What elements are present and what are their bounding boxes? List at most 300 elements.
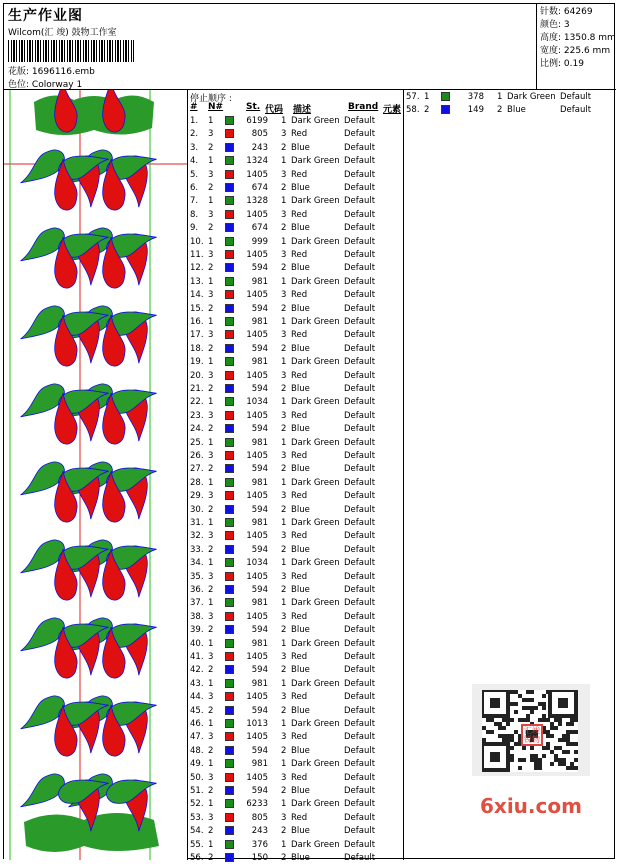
sequence-row [188,773,404,786]
row-stitches: 1034 [246,558,268,569]
sequence-row [188,464,404,477]
row-brand: Default [344,504,376,515]
qr-module [510,718,514,722]
row-needle: 3 [208,732,214,743]
row-needle: 2 [208,625,214,636]
row-description: Blue [291,585,310,595]
row-description: Blue [291,183,310,193]
row-index: 39. [190,625,204,636]
row-brand: Default [344,116,376,126]
qr-module [562,750,566,754]
row-stitches: 594 [251,504,268,515]
row-brand: Default [344,853,376,863]
row-stitches: 1405 [246,571,268,582]
design-file: 1696116.emb [31,67,95,77]
row-description: Red [291,330,308,341]
row-brand: Default [344,732,376,743]
qr-module [542,746,546,750]
row-stitches: 1405 [246,250,268,260]
row-brand: Default [344,183,376,193]
sequence-row [188,665,404,678]
color-swatch [225,129,234,138]
row-brand: Default [344,491,376,502]
color-swatch [225,237,234,246]
row-index: 47. [190,732,204,743]
row-description: Dark Green [507,92,556,102]
row-index: 34. [190,558,204,569]
row-stitches: 243 [251,826,268,837]
row-description: Dark Green [291,558,340,569]
row-brand: Default [344,652,376,662]
color-swatch [225,706,234,715]
row-stitches: 805 [251,129,268,140]
qr-module [514,742,518,746]
row-brand: Default [344,531,376,542]
row-description: Blue [291,853,310,863]
row-description: Blue [291,705,310,716]
row-stitches: 1034 [246,397,268,408]
color-swatch [225,518,234,527]
sequence-row [188,143,404,156]
row-needle: 1 [208,397,214,408]
row-index: 5. [190,169,199,180]
row-brand: Default [344,290,376,301]
row-index: 42. [190,665,204,676]
row-brand: Default [344,665,376,676]
row-index: 43. [190,678,204,689]
row-stitches: 1405 [246,772,268,783]
color-swatch [225,424,234,433]
row-code: 2 [281,183,287,193]
sheet-title: 生产作业图 [8,8,83,24]
qr-module [542,754,546,758]
row-code: 1 [281,317,287,327]
qr-module [530,690,534,694]
sequence-row [188,759,404,772]
row-stitches: 594 [251,745,268,756]
color-swatch [225,156,234,165]
row-brand: Default [344,812,376,823]
row-stitches: 1013 [246,719,268,729]
row-index: 29. [190,491,204,502]
row-stitches: 594 [251,786,268,796]
qr-module [510,690,514,694]
sequence-row [188,813,404,826]
row-brand: Default [344,156,376,167]
colors-label: 颜色 [540,20,559,30]
row-description: Dark Green [291,839,340,850]
sequence-row [188,732,404,745]
sequence-row [188,304,404,317]
qr-module [534,706,538,710]
row-stitches: 1405 [246,611,268,622]
row-needle: 3 [208,330,214,341]
color-swatch [225,840,234,849]
row-needle: 1 [208,598,214,609]
color-swatch [225,585,234,594]
qr-module [482,738,486,742]
row-code: 1 [281,236,287,247]
width-value: 225.6 mm [563,46,611,56]
row-needle: 3 [208,209,214,220]
row-description: Blue [291,786,310,796]
row-stitches: 1405 [246,692,268,703]
row-code: 3 [281,451,287,461]
row-code: 3 [281,772,287,783]
row-description: Red [291,410,308,421]
row-index: 53. [190,812,204,823]
color-swatch [225,277,234,286]
color-swatch [225,170,234,179]
sequence-heading: 停止顺序 : [190,94,232,104]
row-description: Blue [291,625,310,636]
row-stitches: 1405 [246,169,268,180]
row-stitches: 376 [251,839,268,850]
color-swatch [225,491,234,500]
row-code: 2 [281,705,287,716]
row-needle: 3 [208,250,214,260]
qr-module [534,762,538,766]
sequence-row [188,826,404,839]
row-needle: 2 [208,142,214,153]
row-stitches: 1405 [246,531,268,542]
row-needle: 2 [208,786,214,796]
qr-module [550,750,554,754]
row-index: 3. [190,142,199,153]
sheet-header [4,4,616,90]
row-brand: Default [344,236,376,247]
color-swatch [225,116,234,125]
row-description: Blue [291,142,310,153]
row-description: Red [291,692,308,703]
color-swatch [225,679,234,688]
row-stitches: 1405 [246,732,268,743]
row-code: 3 [281,491,287,502]
row-brand: Default [344,585,376,595]
qr-module [574,730,578,734]
row-code: 3 [281,290,287,301]
row-brand: Default [344,303,376,314]
row-needle: 1 [424,92,430,102]
sequence-row [188,853,404,866]
row-index: 32. [190,531,204,542]
qr-module [554,718,558,722]
row-description: Red [291,370,308,381]
color-swatch [225,625,234,634]
row-brand: Default [344,477,376,488]
qr-module [522,698,526,702]
row-needle: 2 [208,853,214,863]
row-needle: 1 [208,116,214,126]
row-code: 3 [281,330,287,341]
row-index: 46. [190,719,204,729]
row-stitches: 378 [467,92,484,102]
row-index: 17. [190,330,204,341]
row-code: 3 [281,611,287,622]
qr-module [562,738,566,742]
color-swatch [225,183,234,192]
color-swatch [225,612,234,621]
row-brand: Default [344,384,376,394]
color-swatch [225,438,234,447]
qr-module [502,718,506,722]
row-code: 2 [281,544,287,555]
row-brand: Default [344,263,376,274]
qr-module [490,718,494,722]
qr-module [566,738,570,742]
row-index: 1. [190,116,199,126]
qr-module [570,730,574,734]
design-stats: 针数: 64269 颜色: 3 高度: 1350.8 mm 宽度: 225.6 mm 比例: 0.19 [536,4,616,90]
qr-module [546,734,550,738]
row-brand: Default [344,196,376,207]
row-description: Blue [291,504,310,515]
row-stitches: 1405 [246,652,268,662]
sequence-row [188,491,404,504]
row-needle: 3 [208,370,214,381]
row-description: Dark Green [291,759,340,770]
row-needle: 1 [208,839,214,850]
row-brand: Default [344,276,376,287]
color-swatch [225,826,234,835]
row-needle: 1 [208,638,214,649]
row-index: 13. [190,276,204,287]
sequence-row [188,639,404,652]
row-code: 1 [497,92,503,102]
row-stitches: 594 [251,263,268,274]
row-description: Blue [291,745,310,756]
qr-module [510,754,514,758]
row-stitches: 1324 [246,156,268,167]
qr-module [514,730,518,734]
sequence-row [188,411,404,424]
color-swatch [225,263,234,272]
qr-module [538,766,542,770]
stop-sequence-table [188,90,404,863]
row-description: Dark Green [291,598,340,609]
row-brand: Default [344,826,376,837]
row-needle: 3 [208,772,214,783]
row-brand: Default [344,692,376,703]
row-stitches: 981 [251,437,268,448]
row-code: 1 [281,638,287,649]
row-stitches: 150 [251,853,268,863]
qr-module [514,702,518,706]
row-stitches: 1405 [246,410,268,421]
row-needle: 2 [208,464,214,475]
row-needle: 1 [208,719,214,729]
color-swatch [225,357,234,366]
qr-module [574,750,578,754]
row-brand: Default [344,330,376,341]
sequence-row [188,384,404,397]
row-stitches: 594 [251,705,268,716]
color-swatch [225,773,234,782]
qr-module [574,766,578,770]
row-index: 14. [190,290,204,301]
row-needle: 2 [208,544,214,555]
row-brand: Default [344,705,376,716]
color-swatch [441,92,450,101]
row-code: 2 [281,223,287,234]
qr-module [550,734,554,738]
row-index: 15. [190,303,204,314]
row-stitches: 981 [251,276,268,287]
row-code: 3 [281,169,287,180]
sequence-row [188,545,404,558]
color-swatch [225,371,234,380]
row-stitches: 1405 [246,491,268,502]
qr-module [562,758,566,762]
row-index: 28. [190,477,204,488]
row-needle: 2 [208,745,214,756]
row-index: 4. [190,156,199,167]
row-code: 3 [281,129,287,140]
qr-module [538,762,542,766]
qr-module [506,738,510,742]
qr-module [510,738,514,742]
row-brand: Default [344,518,376,528]
qr-module [502,734,506,738]
qr-module [506,718,510,722]
row-description: Red [291,732,308,743]
color-swatch [225,665,234,674]
color-swatch [441,105,450,114]
row-stitches: 981 [251,317,268,327]
row-stitches: 981 [251,598,268,609]
row-description: Blue [291,424,310,435]
col-header-st: St. [246,102,261,112]
row-code: 1 [281,116,287,126]
row-needle: 1 [208,678,214,689]
qr-module [566,734,570,738]
row-index: 22. [190,397,204,408]
row-description: Dark Green [291,518,340,528]
sequence-row [188,371,404,384]
row-stitches: 594 [251,424,268,435]
col-header-n: N# [208,102,224,112]
color-swatch [225,210,234,219]
row-brand: Default [344,786,376,796]
qr-module [574,742,578,746]
qr-module [574,718,578,722]
qr-module [498,726,502,730]
row-description: Blue [291,665,310,676]
qr-module [542,706,546,710]
qr-module [522,758,526,762]
row-index: 50. [190,772,204,783]
qr-module [494,722,498,726]
qr-finder-center [490,752,500,762]
row-description: Blue [291,826,310,837]
row-brand: Default [344,759,376,770]
qr-module [574,758,578,762]
color-swatch [225,384,234,393]
embroidery-design-image [4,90,188,860]
row-index: 41. [190,652,204,662]
sequence-row [188,183,404,196]
row-description: Blue [291,343,310,354]
sequence-row [188,840,404,853]
qr-module [522,706,526,710]
qr-module [546,746,550,750]
sequence-row [188,237,404,250]
qr-module [554,758,558,762]
color-swatch [225,799,234,808]
qr-module [510,746,514,750]
sequence-row [188,196,404,209]
row-index: 18. [190,343,204,354]
row-needle: 2 [208,585,214,595]
row-index: 16. [190,317,204,327]
qr-module [506,722,510,726]
row-description: Blue [291,223,310,234]
row-needle: 2 [208,343,214,354]
qr-module [558,738,562,742]
qr-module [538,702,542,706]
row-needle: 3 [208,169,214,180]
row-index: 20. [190,370,204,381]
row-brand: Default [560,105,592,116]
qr-module [530,706,534,710]
row-code: 2 [281,853,287,863]
color-swatch [225,558,234,567]
color-swatch [225,598,234,607]
row-needle: 3 [208,129,214,140]
qr-module [570,742,574,746]
row-code: 2 [281,142,287,153]
row-description: Red [291,652,308,662]
qr-module [522,746,526,750]
row-code: 1 [281,196,287,207]
row-needle: 1 [208,236,214,247]
row-description: Red [291,531,308,542]
sequence-row [188,652,404,665]
row-index: 56. [190,853,204,863]
row-needle: 1 [208,558,214,569]
qr-module [534,766,538,770]
row-index: 35. [190,571,204,582]
row-code: 1 [281,397,287,408]
row-description: Dark Green [291,156,340,167]
row-brand: Default [344,678,376,689]
stitches-label: 针数 [540,7,559,17]
row-code: 3 [281,692,287,703]
row-code: 3 [281,209,287,220]
row-stitches: 594 [251,665,268,676]
sequence-row [188,129,404,142]
colorway-label: 色位 [8,80,27,90]
row-index: 11. [190,250,204,260]
row-code: 2 [281,745,287,756]
qr-module [558,762,562,766]
row-stitches: 981 [251,477,268,488]
sequence-row [188,746,404,759]
row-stitches: 243 [251,142,268,153]
row-code: 1 [281,156,287,167]
qr-module [526,714,530,718]
row-index: 21. [190,384,204,394]
qr-module [558,758,562,762]
row-index: 26. [190,451,204,461]
sequence-row [188,330,404,343]
sequence-row [188,277,404,290]
sequence-row [188,344,404,357]
row-index: 36. [190,585,204,595]
row-needle: 1 [208,477,214,488]
row-brand: Default [344,343,376,354]
row-needle: 1 [208,759,214,770]
